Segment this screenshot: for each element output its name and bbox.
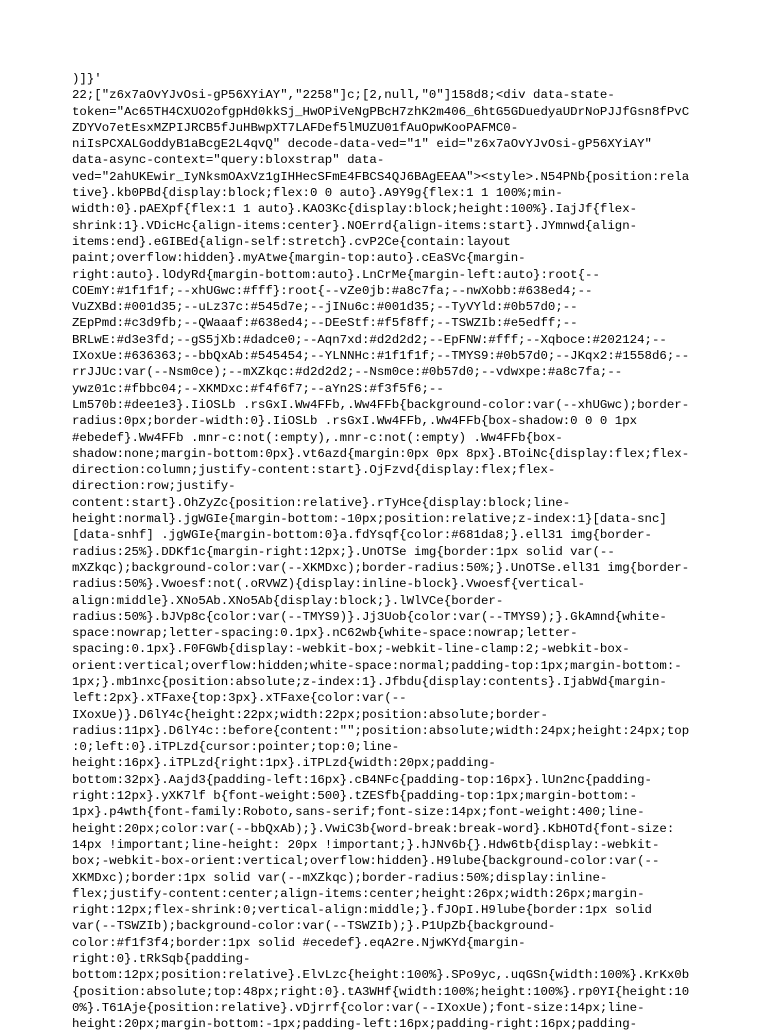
raw-response-text: )]}' 22;["z6x7aOvYJvOsi-gP56XYiAY","2258"]c;[2,null,"0"]158d8;<div data-state- token="Ac65TH4CXUO2ofgpHd0kkSj_HwOPiVeNgPBcH7zhK2m406_6htG5GDuedyaUDrNoPJJfGsn8fPvC ZDYVo7etEsxMZPIJRCB5fJuHBwpXT7LAFDef5lMUZU01fAuOpwKooPAFMC0- niIsPCXALGoddyB1aBcgE2L4qvQ" decode-data-ved="1" eid="z6x7aOvYJvOsi-gP56XYiAY" data-async-context="query:bloxstrap" data- ved="2ahUKEwir_IyNksmOAxVz1gIHHecSFmE4FBCS4QJ6BAgEEAA"><style>.N54PNb{position:rela tive}.kb0PBd{display:block;flex:0 0 auto}.A9Y9g{flex:1 1 100%;min- width:0}.pAEXpf{flex:1 1 auto}.KAO3Kc{display:block;height:100%}.IajJf{flex- shrink:1}.VDicHc{align-items:center}.NOErrd{align-items:start}.JYmnwd{align- items:end}.eGIBEd{align-self:stretch}.cvP2Ce{contain:layout paint;overflow:hidden}.myAtwe{margin-top:auto}.cEaSVc{margin- right:auto}.lOdyRd{margin-bottom:auto}.LnCrMe{margin-left:auto}:root{-- COEmY:#1f1f1f;--xhUGwc:#fff}:root{--vZe0jb:#a8c7fa;--nwXobb:#638ed4;-- VuZXBd:#001d35;--uLz37c:#545d7e;--jINu6c:#001d35;--TyVYld:#0b57d0;-- ZEpPmd:#c3d9fb;--QWaaaf:#638ed4;--DEeStf:#f5f8ff;--TSWZIb:#e5edff;-- BRLwE:#d3e3fd;--gS5jXb:#dadce0;--Aqn7xd:#d2d2d2;--EpFNW:#fff;--Xqboce:#202124;-- IXoxUe:#636363;--bbQxAb:#545454;--YLNNHc:#1f1f1f;--TMYS9:#0b57d0;--JKqx2:#1558d6;-- rrJJUc:var(--Nsm0ce);--mXZkqc:#d2d2d2;--Nsm0ce:#0b57d0;--vdwxpe:#a8c7fa;-- ywz01c:#fbbc04;--XKMDxc:#f4f6f7;--aYn2S:#f3f5f6;-- Lm570b:#dee1e3}.IiOSLb .rsGxI.Ww4FFb,.Ww4FFb{background-color:var(--xhUGwc);border- radius:0px;border-width:0}.IiOSLb .rsGxI.Ww4FFb,.Ww4FFb{box-shadow:0 0 0 1px #ebedef}.Ww4FFb .mnr-c:not(:empty),.mnr-c:not(:empty) .Ww4FFb{box- shadow:none;margin-bottom:0px}.vt6azd{margin:0px 0px 8px}.BToiNc{display:flex;flex- direction:column;justify-content:start}.OjFzvd{display:flex;flex- direction:row;justify- content:start}.OhZyZc{position:relative}.rTyHce{display:block;line- height:normal}.jgWGIe{margin-bottom:-10px;position:relative;z-index:1}[data-snc] [data-snhf] .jgWGIe{margin-bottom:0}a.fdYsqf{color:#681da8;}.ell31 img{border- radius:25%}.DDKf1c{margin-right:12px;}.UnOTSe img{border:1px solid var(-- mXZkqc);background-color:var(--XKMDxc);border-radius:50%;}.UnOTSe.ell31 img{border- radius:50%}.Vwoesf:not(.oRVWZ){display:inline-block}.Vwoesf{vertical- align:middle}.XNo5Ab.XNo5Ab{display:block;}.lWlVCe{border- radius:50%}.bJVp8c{color:var(--TMYS9)}.Jj3Uob{color:var(--TMYS9);}.GkAmnd{white- space:nowrap;letter-spacing:0.1px}.nC62wb{white-space:nowrap;letter- spacing:0.1px}.F0FGWb{display:-webkit-box;-webkit-line-clamp:2;-webkit-box- orient:vertical;overflow:hidden;white-space:normal;padding-top:1px;margin-bottom:- 1px;}.mb1nxc{position:absolute;z-index:1}.Jfbdu{display:contents}.IjabWd{margin- left:2px}.xTFaxe{top:3px}.xTFaxe{color:var(-- IXoxUe)}.D6lY4c{height:22px;width:22px;position:absolute;border- radius:11px}.D6lY4c::before{content:"";position:absolute;width:24px;height:24px;top :0;left:0}.iTPLzd{cursor:pointer;top:0;line- height:16px}.iTPLzd{right:1px}.iTPLzd{width:20px;padding- bottom:32px}.Aajd3{padding-left:16px}.cB4NFc{padding-top:16px}.lUn2nc{padding- right:12px}.yXK7lf b{font-weight:500}.tZESfb{padding-top:1px;margin-bottom:- 1px}.p4wth{font-family:Roboto,sans-serif;font-size:14px;font-weight:400;line- height:20px;color:var(--bbQxAb);}.VwiC3b{word-break:break-word}.KbHOTd{font-size: 14px !important;line-height: 20px !important;}.hJNv6b{}.Hdw6tb{display:-webkit- box;-webkit-box-orient:vertical;overflow:hidden}.H9lube{background-color:var(-- XKMDxc);border:1px solid var(--mXZkqc);border-radius:50%;display:inline- flex;justify-content:center;align-items:center;height:26px;width:26px;margin- right:12px;flex-shrink:0;vertical-align:middle;}.fJOpI.H9lube{border:1px solid var(--TSWZIb);background-color:var(--TSWZIb);}.P1UpZb{background- color:#f1f3f4;border:1px solid #ecedef}.eqA2re.NjwKYd{margin- right:0}.tRkSqb{padding- bottom:12px;position:relative}.ElvLzc{height:100%}.SPo9yc,.uqGSn{width:100%}.KrKx0b {position:absolute;top:48px;right:0}.tA3WHf{width:100%;height:100%}.rp0YI{height:10 0%}.T61Aje{position:relative}.vDjrrf{color:var(--IXoxUe);font-size:14px;line- height:20px;margin-bottom:-1px;padding-left:16px;padding-right:16px;padding- (72, 72, 690, 1032)
